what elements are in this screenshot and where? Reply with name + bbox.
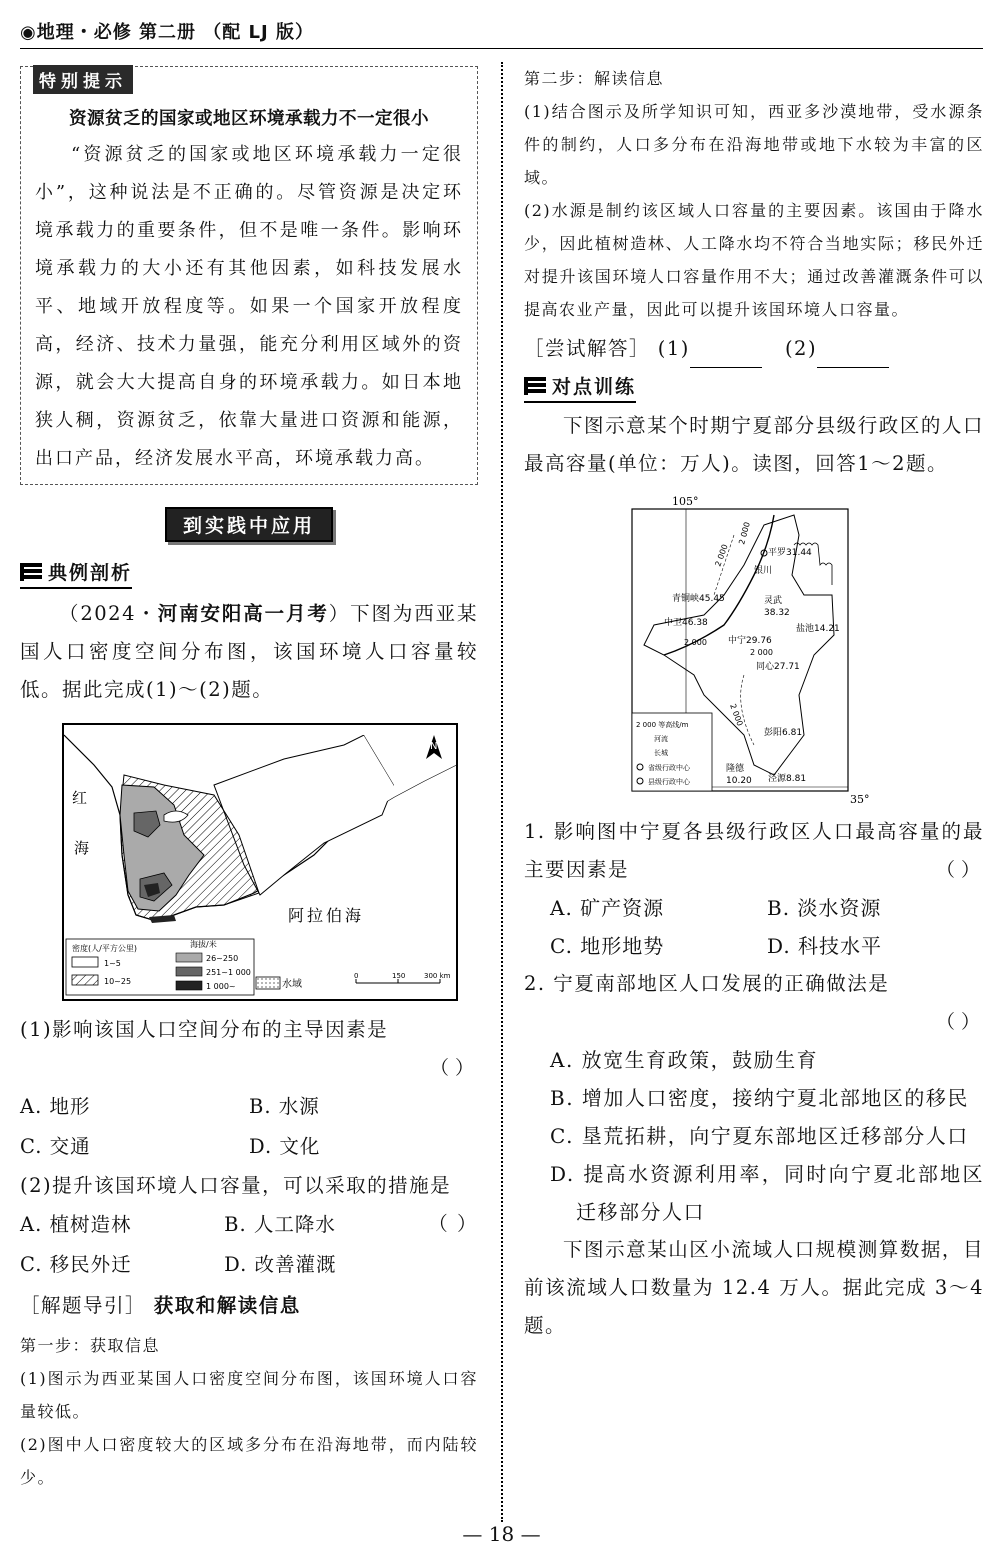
section-bars-icon [524,377,546,395]
north-label: N [430,741,438,752]
guide-label: ［解题导引］ [20,1294,147,1317]
scale-150: 150 [392,972,406,980]
answer-blank-2[interactable] [817,349,889,368]
right-column [524,62,984,1345]
legend-river: 河流 [654,735,668,743]
legend-elev-1: 26~250 [206,954,239,963]
step2-title: 第二步：解读信息 [524,69,665,88]
city-yinchuan: 银川 [754,566,773,576]
training-section-heading [524,372,636,403]
option-c: C. 交通 [20,1135,91,1158]
section-banner: 到实践中应用 [165,507,333,542]
population-density-map-svg [64,725,456,999]
legend-density-title: 密度(人/平方公里) [72,944,137,953]
example-q1-paren: （ ） [429,1057,474,1079]
header-rule [20,48,983,49]
step2-item1: (1)结合图示及所学知识可知，西亚多沙漠地带，受水源条件的制约，人口多分布在沿海地带或地下水较为丰富的区域。 [524,102,984,187]
option-b: B. 水源 [249,1095,320,1118]
tip-title: 资源贫乏的国家或地区环境承载力不一定很小 [69,109,429,129]
section-bars-icon [20,563,42,581]
training-q1-paren: （ ） [935,859,980,881]
scale-0: 0 [354,972,359,980]
example-q2-paren: （ ） [428,1212,478,1235]
answer-blank-1[interactable] [690,349,762,368]
city-zhongwei: 中卫46.38 [664,618,708,628]
contour-label-4: 2 000 [728,702,745,728]
legend-density-2: 10~25 [104,977,132,986]
contour-label-2: 2 000 [684,638,707,647]
legend-county: 县级行政中心 [648,778,690,786]
tip-badge: 特别提示 [33,65,133,94]
ningxia-map-svg [624,495,884,807]
legend-elev-3: 1 000~ [206,982,236,991]
city-jingyuan: 泾源8.81 [768,774,807,784]
red-sea-label-2: 海 [74,839,90,857]
population-density-map [62,723,458,1001]
training-intro: 下图示意某个时期宁夏部分县级行政区的人口最高容量(单位：万人)。读图，回答1～2题。 [524,414,984,475]
contour-label-3: 2 000 [750,648,773,657]
contour-label-1: 2 000 [713,543,730,568]
legend-density-1: 1~5 [104,959,121,968]
option-c: C. 移民外迁 [20,1253,132,1276]
city-zhongning: 中宁29.76 [728,636,772,646]
lon-label: 105° [672,495,699,508]
special-tip-box [20,66,478,485]
option-c: C. 垦荒拓耕，向宁夏东部地区迁移部分人口 [550,1124,969,1148]
city-qingtongxia: 青铜峡45.45 [672,594,725,604]
scale-300: 300 km [424,972,451,980]
example-section-title: 典例剖析 [48,562,133,584]
try-label: ［尝试解答］ [524,337,651,360]
option-a: A. 植树造林 [20,1213,132,1236]
page-header: ◉地理・必修 第二册 （配 LJ 版） [20,22,314,43]
option-d: D. 科技水平 [767,934,883,958]
tip-body: “资源贫乏的国家或地区环境承载力一定很小”，这种说法是不正确的。尽管资源是决定环境承载力的重要条件，但不是唯一条件。影响环境承载力的大小还有其他因素，如科技发展水平、地域开放程度等。如果一个国家开放程度高，经济、技术力量强，能充分利用区域外的资源，就会大大提高自身的环境承载力。如日本地狭人稠，资源贫乏，依靠大量进口资源和能源，出口产品，经济发展水平高，环境承载力高。 [35,144,463,469]
city-lingwu: 灵武 [764,596,783,606]
ningxia-map [624,495,884,807]
option-d: D. 改善灌溉 [224,1253,337,1276]
option-b: B. 增加人口密度，接纳宁夏北部地区的移民 [550,1086,969,1110]
contour-label-5: 2 000 [737,521,752,546]
banner-wrap [20,507,478,542]
city-pingluo: 平罗31.44 [768,548,812,558]
city-longde-value: 10.20 [726,776,752,786]
training-q2: 2. 宁夏南部地区人口发展的正确做法是 [524,972,890,995]
legend-provincial: 省级行政中心 [648,764,690,772]
training-section-title: 对点训练 [552,376,637,398]
example-q1: (1)影响该国人口空间分布的主导因素是 [20,1018,389,1041]
step1-item1: (1)图示为西亚某国人口密度空间分布图，该国环境人口容量较低。 [20,1369,478,1421]
try-answer [524,330,984,368]
training-q2-paren: （ ） [935,1011,980,1033]
try-2-label: (2) [784,337,818,360]
legend-wall: 长城 [654,749,668,757]
city-yanchi: 盐池14.21 [796,624,840,634]
try-1-label: (1) [657,337,690,360]
example-intro-post: ）下图为西亚某国人口密度空间分布图，该国环境人口容量较低。据此完成(1)～(2)题。 [20,602,478,701]
city-pengyang: 彭阳6.81 [764,728,803,738]
option-a: A. 放宽生育政策，鼓励生育 [550,1048,819,1072]
option-a: A. 矿产资源 [550,896,665,920]
training-q1: 1. 影响图中宁夏各县级行政区人口最高容量的最主要因素是 [524,820,984,881]
city-longde: 隆德 [726,764,745,774]
legend-water: 水域 [282,979,302,990]
option-d: D. 提高水资源利用率，同时向宁夏北部地区迁移部分人口 [550,1162,984,1224]
example-intro [20,595,478,709]
step1-title: 第一步：获取信息 [20,1336,161,1355]
left-column [20,62,478,1494]
example-section-heading [20,558,132,589]
city-lingwu-value: 38.32 [764,608,790,618]
option-c: C. 地形地势 [550,934,665,958]
option-b: B. 淡水资源 [767,896,882,920]
step1-item2: (2)图中人口密度较大的区域多分布在沿海地带，而内陆较少。 [20,1435,478,1487]
example-intro-pre: （2024・ [59,602,158,625]
lat-label: 35° [850,793,870,806]
training-outro: 下图示意某山区小流域人口规模测算数据，目前该流域人口数量为 12.4 万人。据此完成 3～4 题。 [524,1238,984,1337]
guide-heading [20,1287,478,1325]
example-q2: (2)提升该国环境人口容量，可以采取的措施是 （ ） [20,1167,478,1205]
training-q1-options [524,889,984,965]
example-source: 河南安阳高一月考 [157,602,329,625]
legend-elev-title: 海拔/米 [190,940,217,949]
option-a: A. 地形 [20,1095,91,1118]
red-sea-label-1: 红 [72,789,88,807]
legend-contour: 2 000 等高线/m [636,721,689,729]
option-d: D. 文化 [249,1135,321,1158]
city-tongxin: 同心27.71 [756,662,800,672]
arabian-sea-label: 阿拉伯海 [288,906,365,925]
step2-item2: (2)水源是制约该区域人口容量的主要因素。该国由于降水少，因此植树造林、人工降水均不符合当地实际；移民外迁对提升该国环境人口容量作用不大；通过改善灌溉条件可以提高农业产量，因此可以提升该国环境人口容量。 [524,201,984,319]
option-b: B. 人工降水 [224,1213,336,1236]
example-q2-options [20,1205,428,1285]
guide-title: 获取和解读信息 [153,1294,301,1317]
example-q1-options [20,1087,478,1167]
column-divider [501,62,503,1522]
page-number: — 18 — [462,1522,541,1546]
legend-elev-2: 251~1 000 [206,968,251,977]
